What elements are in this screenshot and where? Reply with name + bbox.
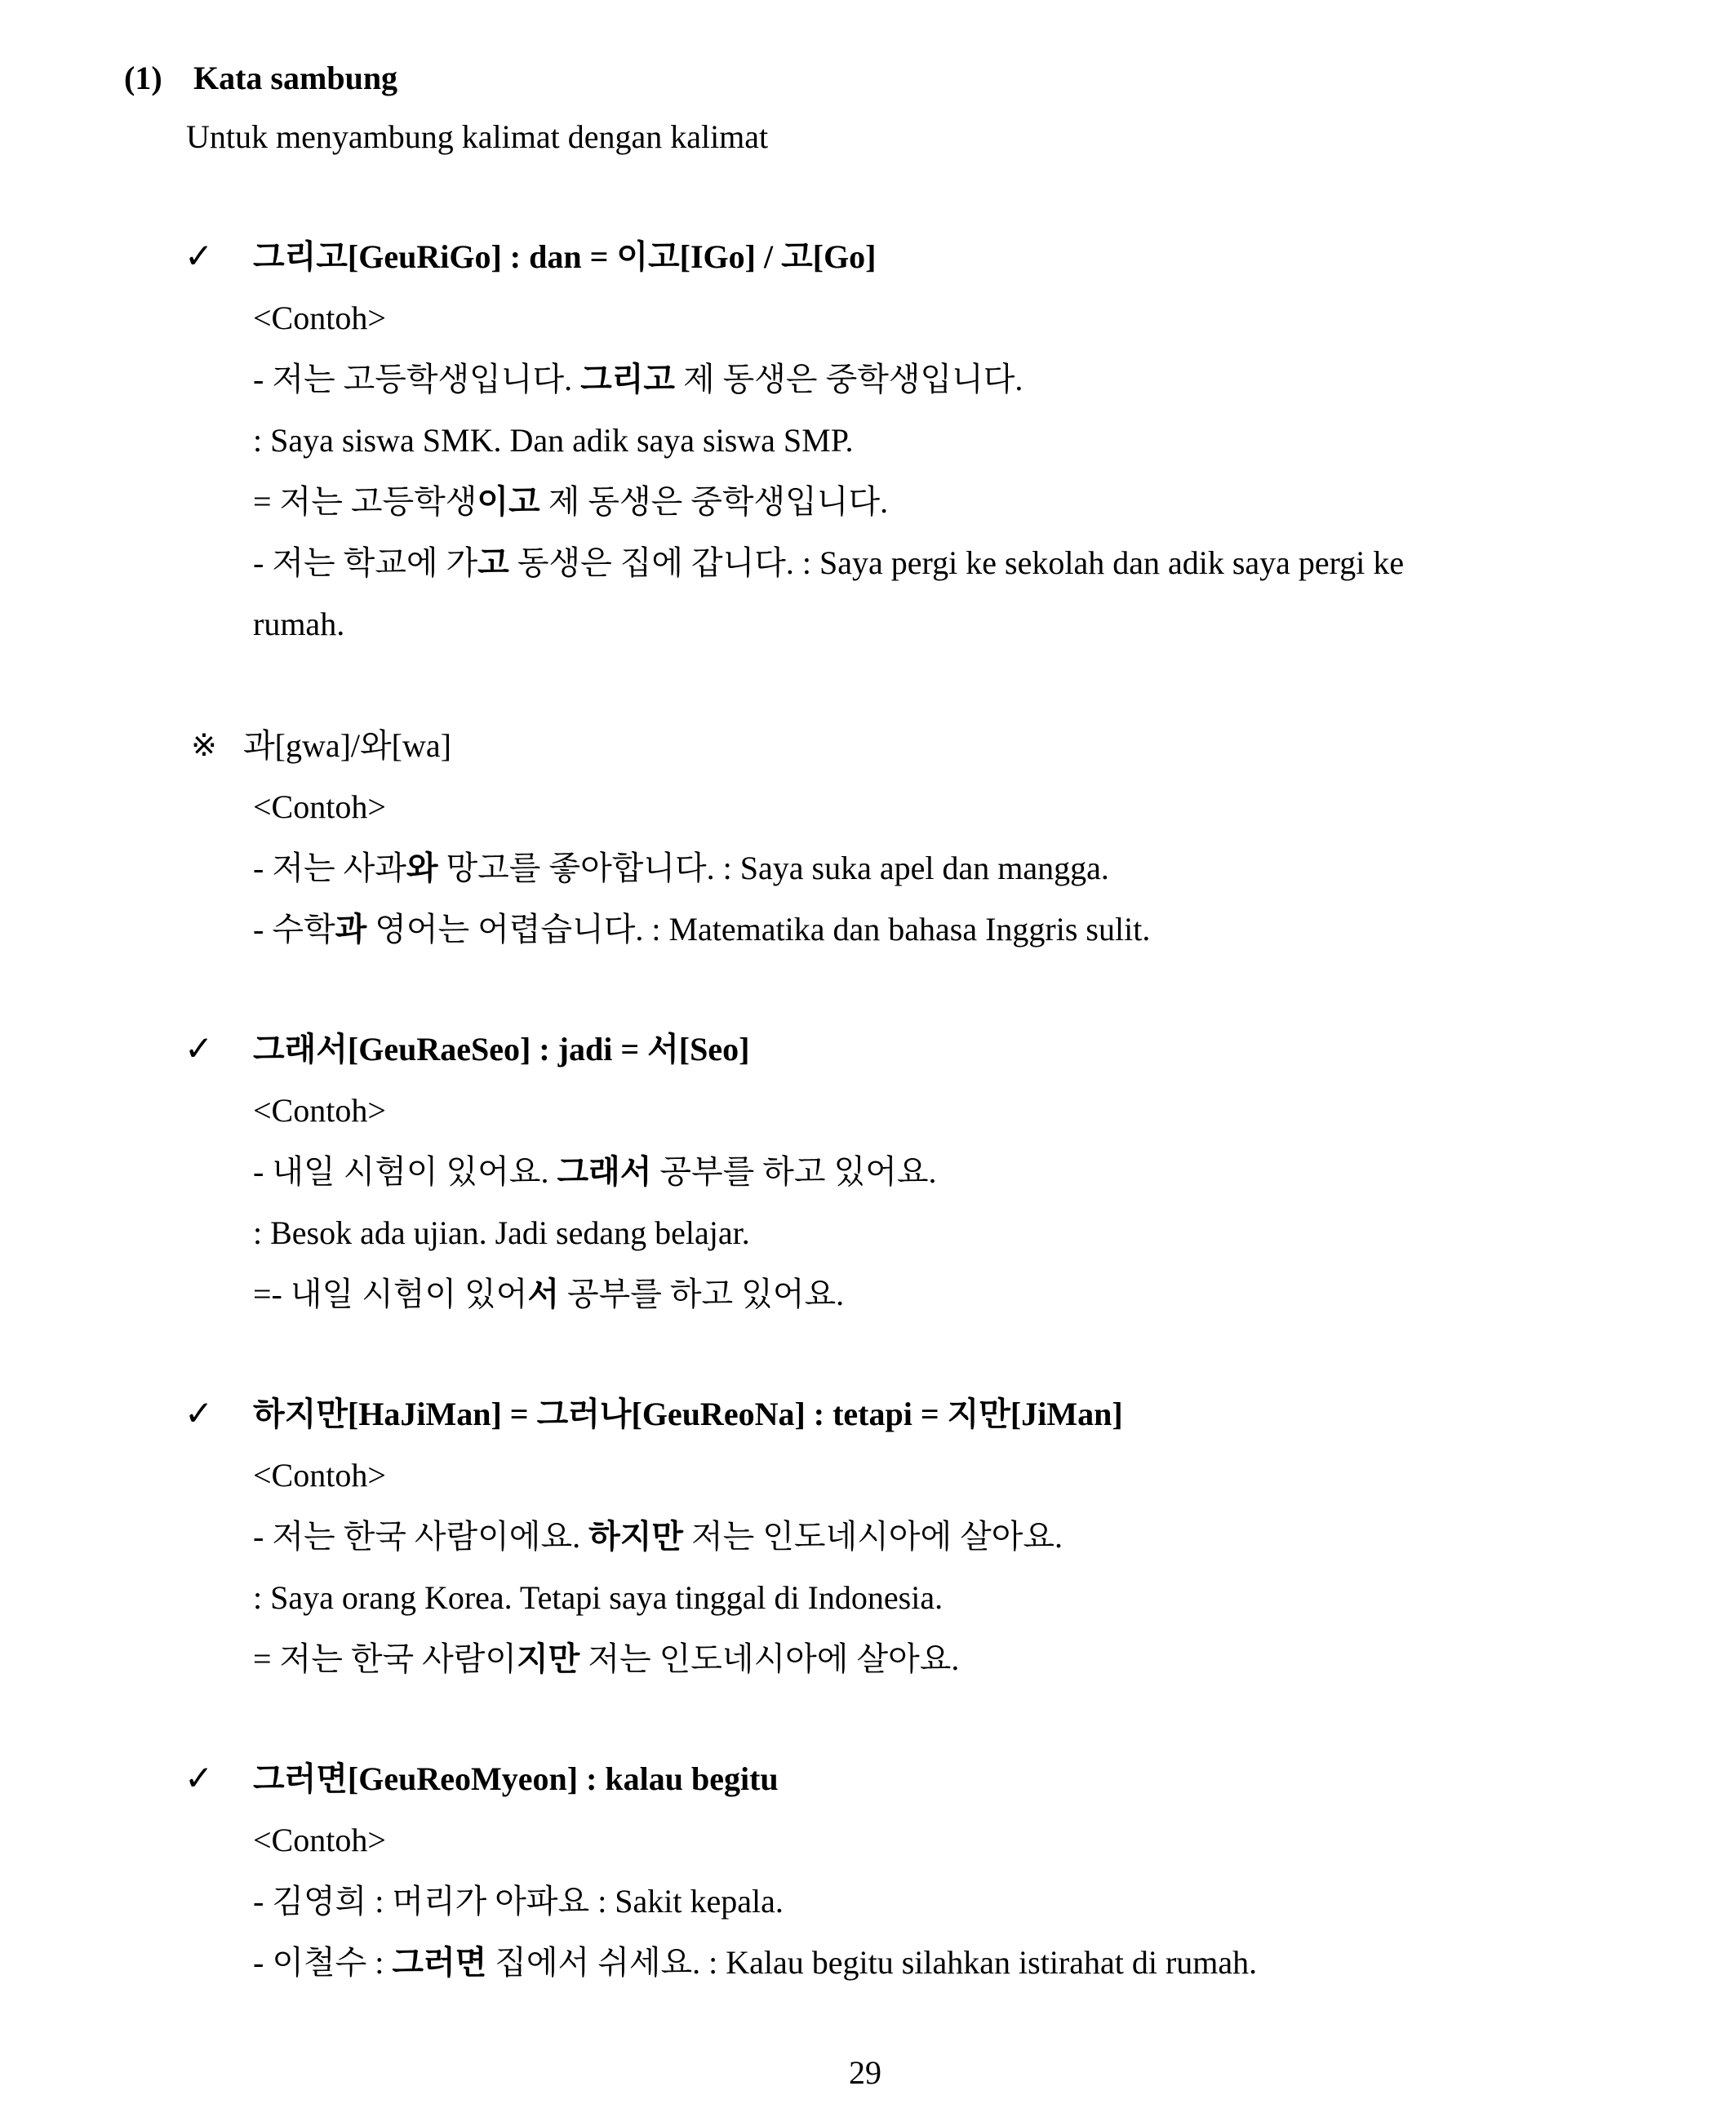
example-line: - 저는 사과와 망고를 좋아합니다. : Saya suka apel dan mangga.	[253, 850, 1109, 886]
example-line: - 저는 고등학생입니다. 그리고 제 동생은 중학생입니다.	[253, 361, 1023, 397]
example-translation: : Saya orang Korea. Tetapi saya tinggal di Indonesia.	[253, 1579, 943, 1616]
checkmark-icon: ✓	[184, 238, 214, 276]
example-label: <Contoh>	[253, 1092, 386, 1129]
section-title-hajiman: 하지만[HaJiMan] = 그러나[GeuReoNa] : tetapi = 지만[JiMan]	[253, 1396, 1123, 1432]
checkmark-icon: ✓	[184, 1396, 214, 1433]
dialogue-line: - 김영희 : 머리가 아파요 : Sakit kepala.	[253, 1883, 784, 1920]
example-line: - 내일 시험이 있어요. 그래서 공부를 하고 있어요.	[253, 1153, 937, 1190]
example-translation: : Besok ada ujian. Jadi sedang belajar.	[253, 1214, 750, 1251]
example-line: - 저는 학교에 가고 동생은 집에 갑니다. : Saya pergi ke sekolah dan adik saya pergi ke	[253, 544, 1405, 581]
note-title-gwa-wa: 과[gwa]/와[wa]	[243, 727, 451, 764]
example-label: <Contoh>	[253, 1822, 386, 1858]
dialogue-line: - 이철수 : 그러면 집에서 쉬세요. : Kalau begitu silahkan istirahat di rumah.	[253, 1944, 1258, 1981]
example-line-continuation: rumah.	[253, 606, 345, 642]
example-label: <Contoh>	[253, 1457, 386, 1494]
checkmark-icon: ✓	[184, 1031, 214, 1068]
example-line: = 저는 한국 사람이지만 저는 인도네시아에 살아요.	[253, 1640, 960, 1677]
section-title-geureomyeon: 그러면[GeuReoMyeon] : kalau begitu	[253, 1760, 779, 1797]
example-line: - 수학과 영어는 어렵습니다. : Matematika dan bahasa Inggris sulit.	[253, 911, 1151, 948]
heading-title: Kata sambung	[193, 60, 398, 96]
page-number: 29	[849, 2054, 881, 2091]
example-line: = 저는 고등학생이고 제 동생은 중학생입니다.	[253, 483, 889, 520]
example-line: - 저는 한국 사람이에요. 하지만 저는 인도네시아에 살아요.	[253, 1518, 1063, 1555]
intro-text: Untuk menyambung kalimat dengan kalimat	[186, 118, 769, 155]
section-title-geuraeseo: 그래서[GeuRaeSeo] : jadi = 서[Seo]	[253, 1031, 750, 1068]
example-line: =- 내일 시험이 있어서 공부를 하고 있어요.	[253, 1276, 845, 1312]
section-title-geurigo: 그리고[GeuRiGo] : dan = 이고[IGo] / 고[Go]	[253, 238, 877, 275]
example-translation: : Saya siswa SMK. Dan adik saya siswa SMP.	[253, 422, 854, 459]
example-label: <Contoh>	[253, 300, 386, 336]
example-label: <Contoh>	[253, 788, 386, 825]
checkmark-icon: ✓	[184, 1760, 214, 1798]
reference-mark-icon: ※	[191, 729, 217, 763]
heading-number: (1)	[124, 60, 162, 96]
